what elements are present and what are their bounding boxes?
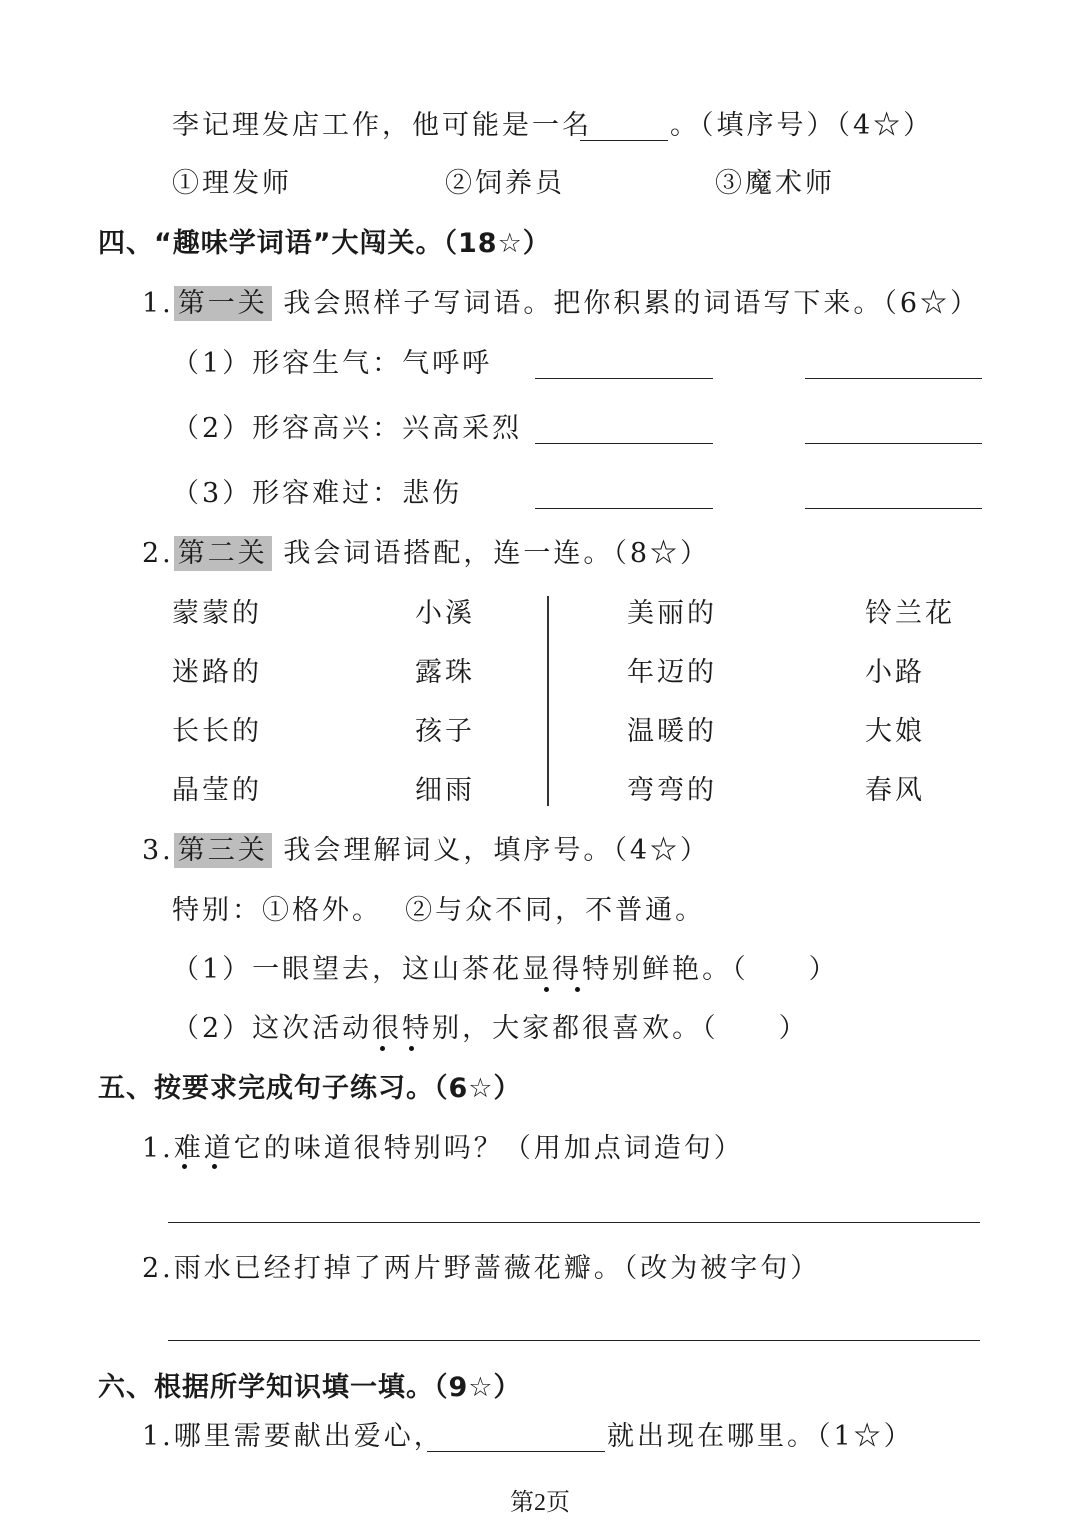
match-left-a-3[interactable]: 长长的 [172, 716, 262, 747]
match-right-b-2[interactable]: 小路 [865, 657, 925, 688]
match-right-a-3[interactable]: 温暖的 [627, 716, 717, 747]
q1-num: 1. [142, 288, 174, 319]
option-3: ③魔术师 [715, 168, 835, 199]
intro-hint: 。（填序号）（4☆） [670, 110, 934, 141]
emphasis-dot [575, 987, 580, 992]
option-1: ①理发师 [172, 168, 292, 199]
emphasis-dot [544, 987, 549, 992]
q1-item-3-blank-2[interactable] [805, 508, 982, 509]
match-right-a-4[interactable]: 弯弯的 [627, 775, 717, 806]
q3-text: 我会理解词义，填序号。（4☆） [283, 835, 711, 866]
q2-text: 我会词语搭配，连一连。（8☆） [283, 538, 711, 569]
match-left-a-4[interactable]: 晶莹的 [172, 775, 262, 806]
q3-num: 3. [142, 835, 174, 866]
q1-item-1-blank-2[interactable] [805, 378, 982, 379]
q1-item-2-blank-1[interactable] [535, 443, 713, 444]
s5-q2: 2.雨水已经打掉了两片野蔷薇花瓣。（改为被字句） [142, 1253, 821, 1284]
section-4-title: 四、“趣味学词语”大闯关。（18☆） [98, 228, 551, 259]
intro-line: 李记理发店工作，他可能是一名 [172, 110, 592, 141]
match-right-a-1[interactable]: 美丽的 [627, 598, 717, 629]
level-2-tag: 第二关 [174, 536, 272, 571]
q1-item-2-blank-2[interactable] [805, 443, 982, 444]
match-right-a-2[interactable]: 年迈的 [627, 657, 717, 688]
q3-sentence-1[interactable]: （1）一眼望去，这山茶花显得特别鲜艳。（ ） [172, 954, 839, 985]
intro-blank[interactable] [580, 140, 668, 141]
s5-q1-answer-line[interactable] [168, 1222, 980, 1223]
section-6-title: 六、根据所学知识填一填。（9☆） [98, 1372, 522, 1403]
q1-item-1-blank-1[interactable] [535, 378, 713, 379]
level-1-tag: 第一关 [174, 286, 272, 321]
q1-item-2: （2）形容高兴：兴高采烈 [172, 413, 523, 444]
s6-q1-end: 就出现在哪里。（1☆） [607, 1421, 914, 1452]
q1-item-3-blank-1[interactable] [535, 508, 713, 509]
q3-definition: 特别：①格外。 ②与众不同，不普通。 [172, 895, 706, 926]
q3-sentence-2[interactable]: （2）这次活动很特别，大家都很喜欢。（ ） [172, 1013, 809, 1044]
q2-line [142, 540, 710, 567]
match-left-b-3[interactable]: 孩子 [415, 716, 475, 747]
q1-item-1: （1）形容生气：气呼呼 [172, 348, 493, 379]
match-left-b-2[interactable]: 露珠 [415, 657, 475, 688]
match-left-b-1[interactable]: 小溪 [415, 598, 475, 629]
q3-line [142, 837, 710, 864]
emphasis-dot [182, 1164, 187, 1169]
level-3-tag: 第三关 [174, 833, 272, 868]
s5-q2-answer-line[interactable] [168, 1340, 980, 1341]
emphasis-dot [380, 1046, 385, 1051]
match-divider [547, 596, 549, 806]
option-2: ②饲养员 [445, 168, 565, 199]
section-5-title: 五、按要求完成句子练习。（6☆） [98, 1073, 522, 1104]
q1-line [142, 290, 980, 317]
emphasis-dot [212, 1164, 217, 1169]
q1-item-3: （3）形容难过：悲伤 [172, 478, 463, 509]
match-left-b-4[interactable]: 细雨 [415, 775, 475, 806]
s6-q1-start: 1.哪里需要献出爱心， [142, 1421, 444, 1452]
match-right-b-4[interactable]: 春风 [865, 775, 925, 806]
q2-num: 2. [142, 538, 174, 569]
s6-q1-blank[interactable] [427, 1451, 605, 1452]
s5-q1: 1.难道它的味道很特别吗？（用加点词造句） [142, 1133, 744, 1164]
page-number: 第2页 [510, 1490, 570, 1516]
match-left-a-1[interactable]: 蒙蒙的 [172, 598, 262, 629]
match-right-b-1[interactable]: 铃兰花 [865, 598, 955, 629]
emphasis-dot [409, 1046, 414, 1051]
match-left-a-2[interactable]: 迷路的 [172, 657, 262, 688]
q1-text: 我会照样子写词语。把你积累的词语写下来。（6☆） [283, 288, 981, 319]
match-right-b-3[interactable]: 大娘 [865, 716, 925, 747]
